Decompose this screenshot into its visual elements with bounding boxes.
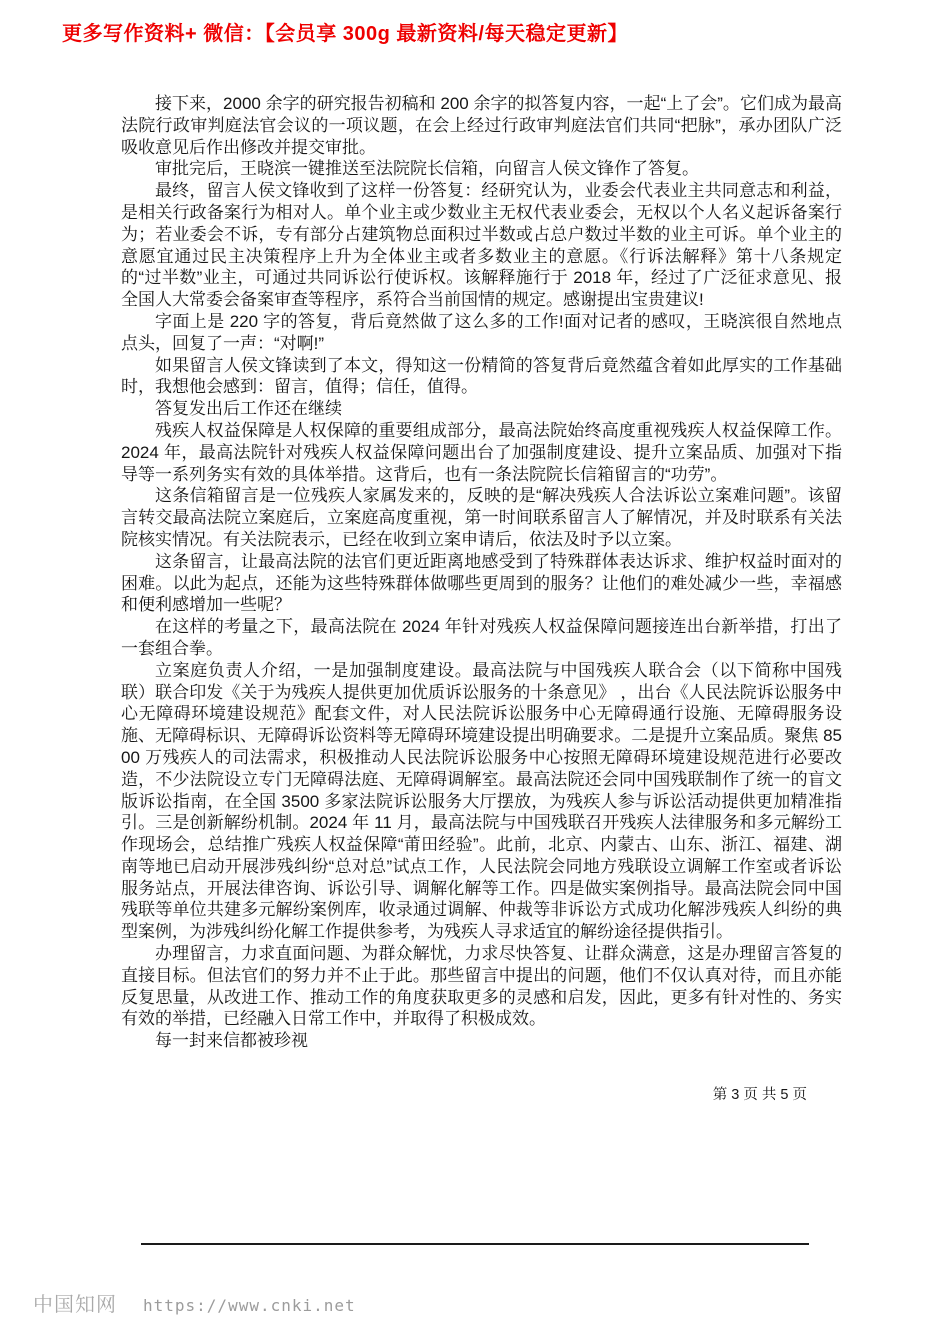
cnki-watermark: [33, 1288, 356, 1317]
paragraph: 字面上是 220 字的答复，背后竟然做了这么多的工作!面对记者的感叹，王晓滨很自然地点点头，回复了一声：“对啊!”: [121, 311, 842, 353]
cnki-url-text: https://www.cnki.net: [143, 1296, 356, 1315]
cnki-logo-text: 中国知网: [33, 1294, 117, 1316]
paragraph: 这条留言，让最高法院的法官们更近距离地感受到了特殊群体表达诉求、维护权益时面对的困难。以此为起点，还能为这些特殊群体做哪些更周到的服务？让他们的难处减少一些，幸福感和便利感增加一些呢？: [121, 551, 842, 615]
section-heading: 答复发出后工作还在继续: [155, 399, 342, 419]
paragraph: 这条信箱留言是一位残疾人家属发来的，反映的是“解决残疾人合法诉讼立案难问题”。该留言转交最高法院立案庭后，立案庭高度重视，第一时间联系留言人了解情况，并及时联系有关法院核实情况。有关法院表示，已经在收到立案申请后，依法及时予以立案。: [121, 486, 842, 549]
paragraph: 立案庭负责人介绍，一是加强制度建设。最高法院与中国残疾人联合会（以下简称中国残联）联合印发《关于为残疾人提供更加优质诉讼服务的十条意见》 ，出台《人民法院诉讼服务中心无障碍环境建设规范》配套文件，对人民法院诉讼服务中心无障碍通行设施、无障碍服务设施、无障碍标识、无障碍诉讼资料等无障碍环境建设提出明确要求。二是提升立案品质。聚焦 8500 万残疾人的司法需求，积极推动人民法院诉讼服务中心按照无障碍环境建设规范进行必要改造，不少法院设立专门无障碍法庭、无障碍调解室。最高法院还会同中国残联制作了统一的盲文版诉讼指南，在全国 3500 多家法院诉讼服务大厅摆放，为残疾人参与诉讼活动提供更加精准指引。三是创新解纷机制。2024 年 11 月，最高法院与中国残联召开残疾人法律服务和多元解纷工作现场会，总结推广残疾人权益保障“莆田经验”。此前，北京、内蒙古、山东、浙江、福建、湖南等地已启动开展涉残纠纷“总对总”试点工作，人民法院会同地方残联设立调解工作室或者诉讼服务站点，开展法律咨询、诉讼引导、调解化解等工作。四是做实案例指导。最高法院会同中国残联等单位共建多元解纷案例库，收录通过调解、仲裁等非诉讼方式成功化解涉残疾人纠纷的典型案例，为涉残纠纷化解工作提供参考，为残疾人寻求适宜的解纷途径提供指引。: [121, 660, 842, 942]
footer-divider: [141, 1243, 809, 1245]
section-heading: 每一封来信都被珍视: [155, 1031, 308, 1051]
paragraph: 如果留言人侯文锋读到了本文，得知这一份精简的答复背后竟然蕴含着如此厚实的工作基础时，我想他会感到：留言，值得；信任，值得。: [121, 355, 842, 397]
promo-header-text: 更多写作资料+ 微信：【会员享 300g 最新资料/每天稳定更新】: [62, 23, 628, 45]
paragraph: 在这样的考量之下，最高法院在 2024 年针对残疾人权益保障问题接连出台新举措，打出了一套组合拳。: [121, 617, 842, 658]
document-body: [121, 93, 842, 1107]
paragraph: 最终，留言人侯文锋收到了这样一份答复：经研究认为，业委会代表业主共同意志和利益，是相关行政备案行为相对人。单个业主或少数业主无权代表业委会，无权以个人名义起诉备案行为；若业委会不诉，专有部分占建筑物总面积过半数或占总户数过半数的业主可诉。单个业主的意愿宜通过民主决策程序上升为全体业主或者多数业主的意愿。《行诉法解释》第十八条规定的“过半数”业主，可通过共同诉讼行使诉权。该解释施行于 2018 年，经过了广泛征求意见、报全国人大常委会备案审查等程序，系符合当前国情的规定。感谢提出宝贵建议!: [121, 181, 842, 310]
paragraph: 接下来，2000 余字的研究报告初稿和 200 余字的拟答复内容，一起“上了会”。它们成为最高法院行政审判庭法官会议的一项议题，在会上经过行政审判庭法官们共同“把脉”，承办团队广泛吸收意见后作出修改并提交审批。: [121, 94, 842, 157]
paragraph: 审批完后，王晓滨一键推送至法院院长信箱，向留言人侯文锋作了答复。: [155, 159, 699, 179]
page-number: 第 3 页 共 5 页: [712, 1087, 807, 1104]
paragraph: 残疾人权益保障是人权保障的重要组成部分，最高法院始终高度重视残疾人权益保障工作。2024 年，最高法院针对残疾人权益保障问题出台了加强制度建设、提升立案品质、加强对下指导等一系列务实有效的具体举措。这背后，也有一条法院院长信箱留言的“功劳”。: [121, 420, 842, 484]
paragraph: 办理留言，力求直面问题、为群众解忧，力求尽快答复、让群众满意，这是办理留言答复的直接目标。但法官们的努力并不止于此。那些留言中提出的问题，他们不仅认真对待，而且亦能反复思量，从改进工作、推动工作的角度获取更多的灵感和启发，因此，更多有针对性的、务实有效的举措，已经融入日常工作中，并取得了积极成效。: [121, 944, 842, 1029]
